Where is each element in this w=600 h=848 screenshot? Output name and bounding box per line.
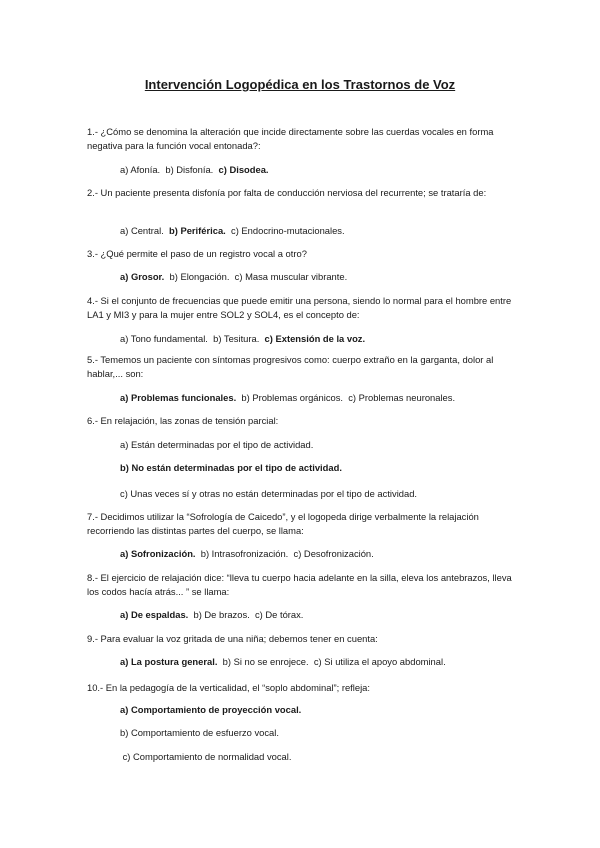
- correct-answer-option: a) Problemas funcionales.: [120, 392, 237, 403]
- answer-option: a) Central.: [120, 225, 164, 236]
- answer-option: b) Tesitura.: [207, 333, 260, 344]
- question-9-text: 9.- Para evaluar la voz gritada de una niña; debemos tener en cuenta:: [87, 633, 378, 644]
- answer-option: b) Disfonía.: [160, 164, 214, 175]
- question-7-options-line-1: [120, 547, 374, 561]
- answer-option: b) Intrasofronización.: [195, 548, 289, 559]
- answer-option: b) Comportamiento de esfuerzo vocal.: [120, 727, 279, 738]
- correct-answer-option: b) Periférica.: [163, 225, 226, 236]
- correct-answer-option: a) De espaldas.: [120, 609, 189, 620]
- question-1-text: 1.- ¿Cómo se denomina la alteración que incide directamente sobre las cuerdas vocales en forma negativa para la función vocal entonada?:: [87, 126, 494, 151]
- answer-option: c) Problemas neuronales.: [343, 392, 456, 403]
- question-6-options-line-3: [120, 487, 417, 501]
- question-6-text: 6.- En relajación, las zonas de tensión parcial:: [87, 415, 279, 426]
- question-5-text: 5.- Tememos un paciente con síntomas progresivos como: cuerpo extraño en la garganta, dolor al hablar,... son:: [87, 354, 494, 379]
- correct-answer-option: a) Sofronización.: [120, 548, 196, 559]
- question-7-text: 7.- Decidimos utilizar la “Sofrología de Caicedo”, y el logopeda dirige verbalmente la relajación recorriendo las distintas partes del cuerpo, se llama:: [87, 511, 479, 536]
- answer-option: c) Comportamiento de normalidad vocal.: [120, 751, 292, 762]
- correct-answer-option: a) Comportamiento de proyección vocal.: [120, 704, 302, 715]
- question-8-text: 8.- El ejercicio de relajación dice: “lleva tu cuerpo hacia adelante en la silla, eleva los antebrazos, lleva los codos hacía atrás... ” se llama:: [87, 572, 512, 597]
- question-9-options-line-1: [120, 655, 446, 669]
- question-10-options-line-2: [120, 726, 279, 740]
- answer-option: a) Están determinadas por el tipo de actividad.: [120, 439, 314, 450]
- question-6-options-line-1: [120, 438, 313, 452]
- answer-option: b) Si no se enrojece.: [217, 656, 309, 667]
- correct-answer-option: b) No están determinadas por el tipo de actividad.: [120, 462, 342, 473]
- question-10-options-line-1: [120, 703, 301, 717]
- question-6-options-line-2: [120, 461, 342, 475]
- answer-option: b) Problemas orgánicos.: [236, 392, 344, 403]
- question-1-options-line-1: [120, 163, 269, 177]
- answer-option: c) Endocrino-mutacionales.: [225, 225, 345, 236]
- correct-answer-option: a) Grosor.: [120, 271, 165, 282]
- answer-option: c) De tórax.: [249, 609, 304, 620]
- answer-option: c) Si utiliza el apoyo abdominal.: [308, 656, 446, 667]
- question-10-options-line-3: [120, 750, 291, 764]
- answer-option: a) Afonía.: [120, 164, 161, 175]
- answer-option: c) Masa muscular vibrante.: [229, 271, 348, 282]
- answer-option: b) De brazos.: [188, 609, 250, 620]
- answer-option: b) Elongación.: [164, 271, 230, 282]
- question-3-text: 3.- ¿Qué permite el paso de un registro vocal a otro?: [87, 248, 307, 259]
- correct-answer-option: c) Disodea.: [213, 164, 269, 175]
- question-8-options-line-1: [120, 608, 303, 622]
- question-4-options-line-1: [120, 332, 365, 346]
- correct-answer-option: c) Extensión de la voz.: [259, 333, 366, 344]
- answer-option: c) Unas veces sí y otras no están determinadas por el tipo de actividad.: [120, 488, 418, 499]
- answer-option: c) Desofronización.: [288, 548, 374, 559]
- question-4-text: 4.- Si el conjunto de frecuencias que puede emitir una persona, siendo lo normal para el hombre entre LA1 y MI3 y para la mujer entre SOL2 y SOL4, es el concepto de:: [87, 295, 512, 320]
- question-3-options-line-1: [120, 270, 347, 284]
- correct-answer-option: a) La postura general.: [120, 656, 218, 667]
- answer-option: a) Tono fundamental.: [120, 333, 208, 344]
- question-2-options-line-1: [120, 224, 345, 238]
- question-5-options-line-1: [120, 391, 455, 405]
- question-10-text: 10.- En la pedagogía de la verticalidad, el “soplo abdominal”; refleja:: [87, 682, 370, 693]
- document-title: Intervención Logopédica en los Trastornos de Voz: [144, 77, 456, 92]
- question-2-text: 2.- Un paciente presenta disfonía por falta de conducción nerviosa del recurrente; se trataría de:: [87, 187, 487, 198]
